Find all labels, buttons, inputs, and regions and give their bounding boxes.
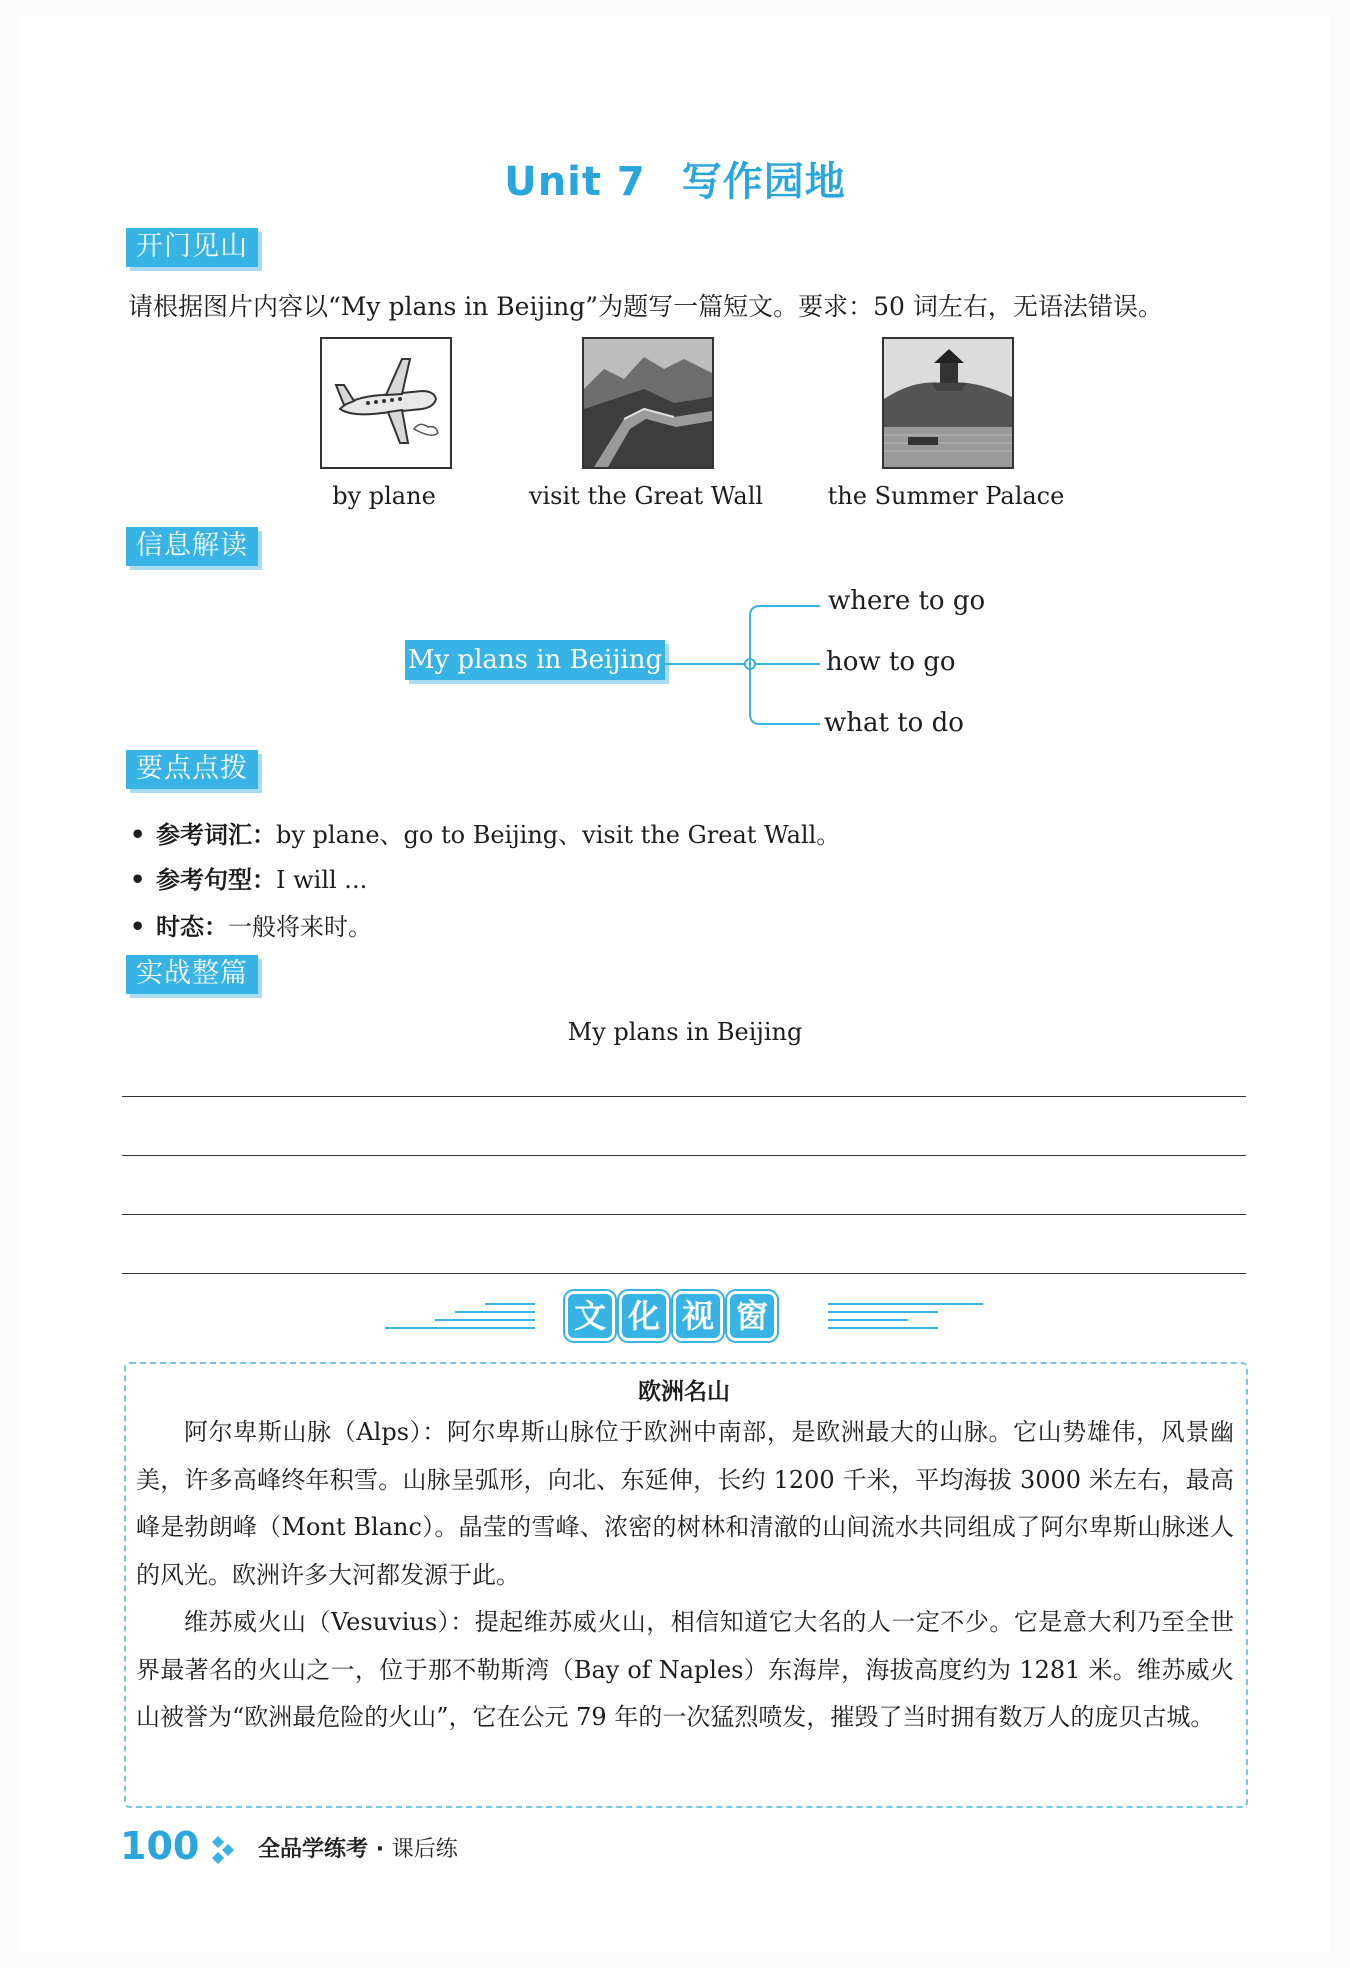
footer-book-name: 全品学练考 <box>258 1837 369 1862</box>
caption-summer-palace: the Summer Palace <box>827 482 1065 510</box>
section-tag-shizhan: 实战整篇 <box>126 955 258 994</box>
airplane-icon <box>320 337 452 469</box>
writing-line-3[interactable] <box>122 1214 1246 1215</box>
banner-deco-left <box>385 1298 540 1334</box>
mindmap-center: My plans in Beijing <box>405 640 665 680</box>
mindmap-connectors <box>660 596 830 736</box>
unit-topic: 写作园地 <box>681 159 846 205</box>
mindmap-branch-how: how to go <box>826 647 956 677</box>
caption-great-wall: visit the Great Wall <box>528 482 764 510</box>
unit-number: Unit 7 <box>504 159 646 205</box>
tip-text: I will ... <box>276 866 368 894</box>
great-wall-photo <box>582 337 714 469</box>
writing-line-2[interactable] <box>122 1155 1246 1156</box>
culture-subtitle: 欧洲名山 <box>638 1379 730 1405</box>
section-tag-yaodian: 要点点拨 <box>126 750 258 789</box>
writing-line-1[interactable] <box>122 1096 1246 1097</box>
diamond-icon <box>208 1834 238 1864</box>
instruction-text: 请根据图片内容以“My plans in Beijing”为题写一篇短文。要求：50 词左右，无语法错误。 <box>128 292 1163 321</box>
tip-label: 时态： <box>156 913 228 941</box>
tip-text: by plane、go to Beijing、visit the Great Wall。 <box>276 821 841 849</box>
culture-banner-char-2: 化 <box>622 1294 666 1338</box>
section-tag-xinxi: 信息解读 <box>126 527 258 566</box>
culture-paragraphs <box>136 1409 1234 1742</box>
unit-title <box>0 150 1350 207</box>
page-number: 100 <box>120 1824 200 1868</box>
culture-banner-char-3: 视 <box>676 1294 720 1338</box>
culture-banner-char-4: 窗 <box>730 1294 774 1338</box>
culture-paragraph-vesuvius: 维苏威火山（Vesuvius）：提起维苏威火山，相信知道它大名的人一定不少。它是意大利乃至全世界最著名的火山之一，位于那不勒斯湾（Bay of Naples）东海岸，海拔高度约为 1281 米。维苏威火山被誉为“欧洲最危险的火山”，它在公元 79 年的一次猛烈喷发，摧毁了当时拥有数万人的庞贝古城。 <box>136 1608 1234 1731</box>
tip-tense: • 时态：一般将来时。 <box>130 912 372 941</box>
section-tag-kaimen: 开门见山 <box>126 228 258 267</box>
mindmap-branch-where: where to go <box>828 586 986 616</box>
summer-palace-photo <box>882 337 1014 469</box>
tip-text: 一般将来时。 <box>228 913 372 941</box>
tip-label: 参考词汇： <box>156 821 276 849</box>
tip-vocabulary: • 参考词汇：by plane、go to Beijing、visit the Great Wall。 <box>130 820 841 849</box>
culture-paragraph-alps: 阿尔卑斯山脉（Alps）：阿尔卑斯山脉位于欧洲中南部，是欧洲最大的山脉。它山势雄伟，风景幽美，许多高峰终年积雪。山脉呈弧形，向北、东延伸，长约 1200 千米，平均海拔 3000 米左右，最高峰是勃朗峰（Mont Blanc）。晶莹的雪峰、浓密的树林和清澈的山间流水共同组成了阿尔卑斯山脉迷人的风光。欧洲许多大河都发源于此。 <box>136 1418 1234 1589</box>
footer-series: 课后练 <box>391 1837 458 1862</box>
banner-deco-right <box>828 1298 988 1334</box>
tip-sentence-pattern: • 参考句型：I will ... <box>130 865 368 894</box>
essay-title: My plans in Beijing <box>567 1018 803 1046</box>
tip-label: 参考句型： <box>156 866 276 894</box>
culture-banner-char-1: 文 <box>568 1294 612 1338</box>
caption-by-plane: by plane <box>332 482 436 510</box>
writing-line-4[interactable] <box>122 1273 1246 1274</box>
mindmap-branch-what: what to do <box>824 708 964 738</box>
footer-sep: · <box>375 1837 385 1862</box>
footer-book <box>258 1832 458 1863</box>
